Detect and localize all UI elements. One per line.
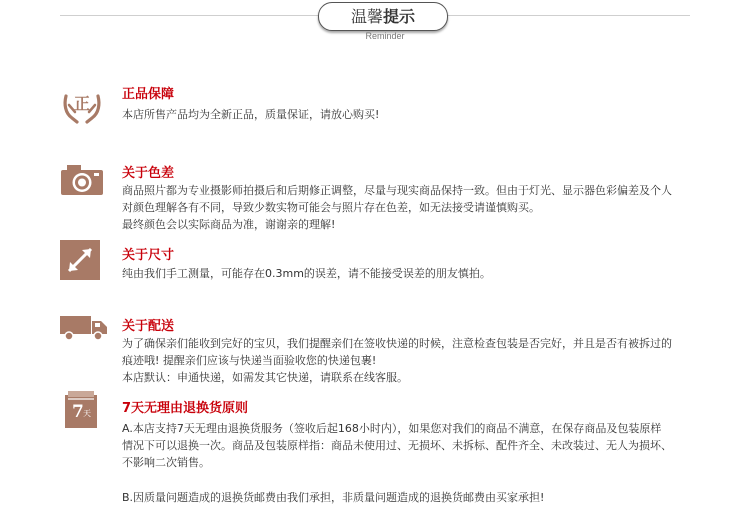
camera-icon — [60, 164, 104, 196]
section-title: 7天无理由退换货原则 — [122, 401, 249, 416]
calendar-number: 7 — [72, 402, 84, 422]
resize-arrow-icon — [60, 240, 100, 280]
svg-text:正: 正 — [73, 94, 91, 113]
section-text: 不影响二次销售。 — [122, 456, 210, 469]
page-title-bold: 提示 — [383, 7, 416, 26]
section-title: 正品保障 — [122, 87, 175, 102]
section-title: 关于色差 — [122, 166, 175, 181]
section-text: 对颜色理解各有不同，导致少数实物可能会与照片存在色差，如无法接受请谨慎购买。 — [122, 201, 540, 214]
section-text: 本店所售产品均为全新正品，质量保证，请放心购买! — [122, 108, 380, 121]
page-title — [318, 2, 448, 31]
page-subtitle: Reminder — [365, 31, 405, 41]
section-text: B.因质量问题造成的退换货邮费由我们承担，非质量问题造成的退换货邮费由买家承担! — [122, 491, 545, 504]
section-text: 为了确保亲们能收到完好的宝贝，我们提醒亲们在签收快递的时候，注意检查包装是否完好，并且是否有被拆过的 — [122, 337, 672, 350]
section-text: A.本店支持7天无理由退换货服务（签收后起168小时内），如果您对我们的商品不满意，在保存商品及包装原样 — [122, 422, 662, 435]
delivery-truck-icon — [60, 315, 108, 341]
seven-day-calendar-icon — [64, 391, 98, 429]
section-text: 纯由我们手工测量，可能存在0.3mm的误差，请不能接受误差的朋友慎拍。 — [122, 267, 491, 280]
page-title-light: 温馨 — [350, 7, 383, 26]
section-text: 本店默认：申通快递，如需发其它快递，请联系在线客服。 — [122, 371, 408, 384]
section-title: 关于配送 — [122, 319, 175, 334]
calendar-unit: 天 — [83, 409, 91, 418]
genuine-hands-icon — [60, 88, 104, 126]
section-title: 关于尺寸 — [122, 248, 175, 263]
section-text: 情况下可以退换一次。商品及包装原样指：商品未使用过、无损坏、未拆标、配件齐全、未改装过、无人为损坏、 — [122, 439, 672, 452]
section-text: 最终颜色会以实际商品为准，谢谢亲的理解! — [122, 218, 336, 231]
section-text: 商品照片都为专业摄影师拍摄后和后期修正调整，尽量与现实商品保持一致。但由于灯光、显示器色彩偏差及个人 — [122, 184, 672, 197]
section-text: 痕迹哦! 提醒亲们应该与快递当面验收您的快递包裹! — [122, 354, 377, 367]
